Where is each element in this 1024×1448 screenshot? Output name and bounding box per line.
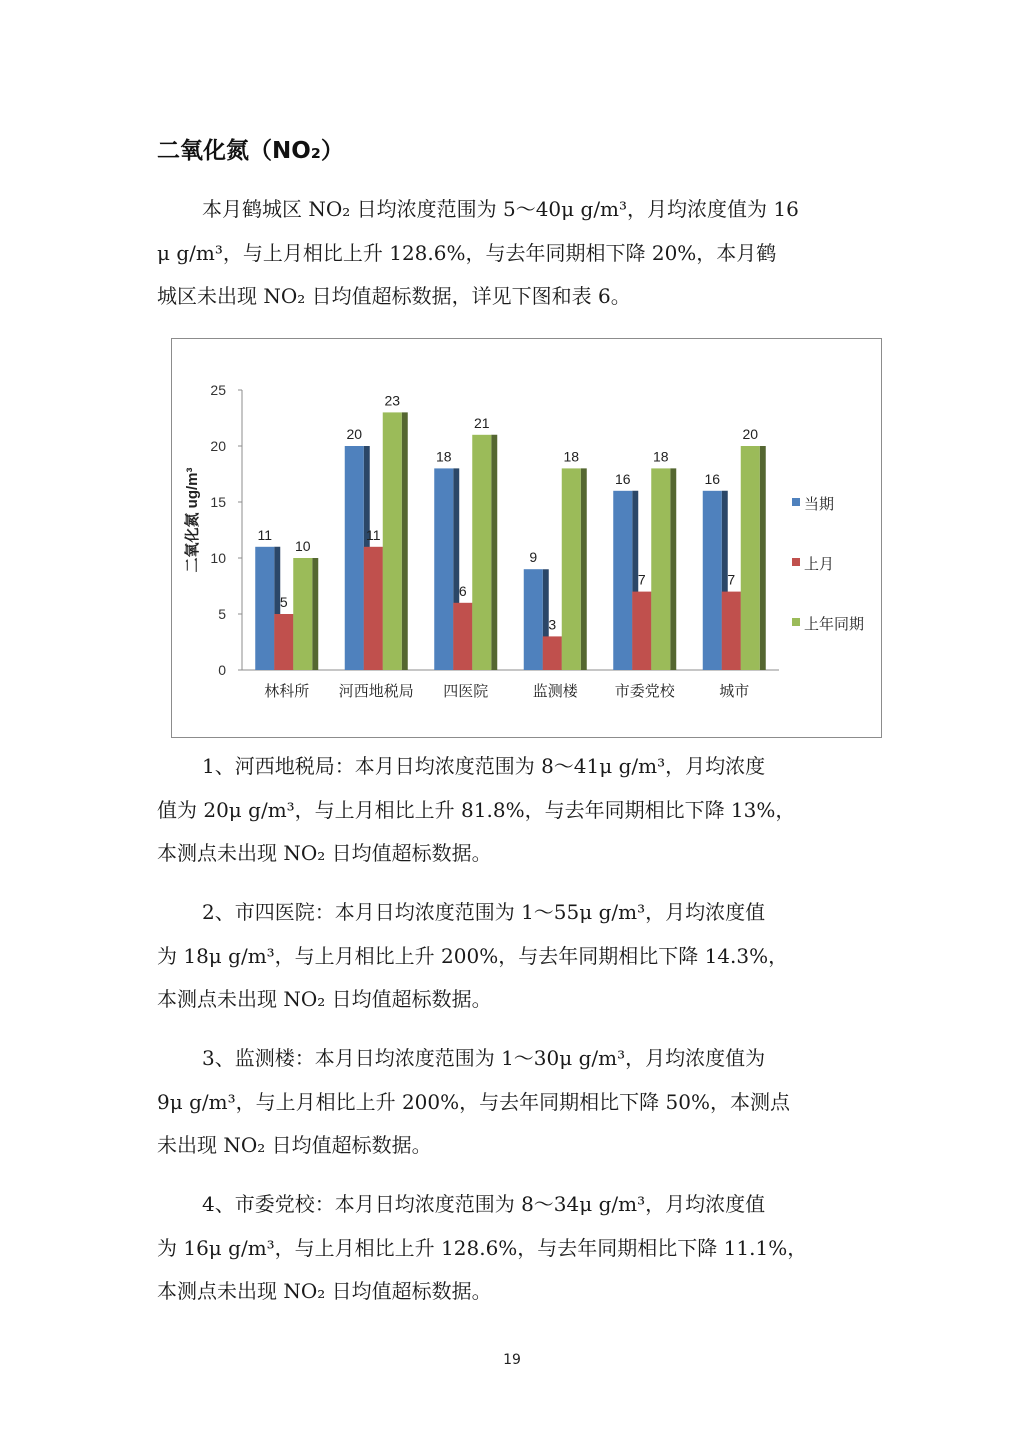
data-label: 10 <box>294 538 311 554</box>
bar-side-上年同期 <box>491 435 497 670</box>
paragraph-line: 9μ g/m³，与上月相比上升 200%，与去年同期相比下降 50%，本测点 <box>157 1089 790 1114</box>
legend-swatch <box>792 498 800 506</box>
section-heading: 二氧化氮（NO₂） <box>157 138 344 164</box>
paragraph-line: 为 16μ g/m³，与上月相比上升 128.6%，与去年同期相比下降 11.1%， <box>157 1235 808 1260</box>
bar-当期 <box>434 468 453 670</box>
bar-上月 <box>543 636 562 670</box>
intro-paragraph <box>157 188 872 319</box>
data-label: 16 <box>614 470 631 487</box>
data-label: 7 <box>727 571 736 588</box>
bar-上年同期 <box>741 446 760 670</box>
data-label: 18 <box>563 448 580 465</box>
y-tick-label: 10 <box>210 550 226 566</box>
paragraph-shiwei <box>157 1183 872 1314</box>
paragraph-line: 城区未出现 NO₂ 日均值超标数据，详见下图和表 6。 <box>157 284 631 308</box>
bar-当期 <box>524 569 543 670</box>
data-label: 6 <box>458 582 467 599</box>
paragraph-line: 本测点未出现 NO₂ 日均值超标数据。 <box>157 1279 492 1303</box>
bar-side-上年同期 <box>670 468 676 670</box>
bar-当期 <box>255 547 274 670</box>
bar-上月 <box>274 614 293 670</box>
paragraph-line: 2、市四医院：本月日均浓度范围为 1～55μ g/m³，月均浓度值 <box>202 900 766 924</box>
data-label: 16 <box>704 470 721 487</box>
page-number: 19 <box>503 1352 521 1368</box>
x-tick-label: 林科所 <box>264 683 310 700</box>
data-label: 5 <box>279 594 288 610</box>
bar-上年同期 <box>651 468 670 670</box>
legend-swatch <box>792 618 800 626</box>
data-label: 9 <box>529 549 538 566</box>
data-label: 18 <box>435 448 452 465</box>
paragraph-hexi <box>157 745 872 876</box>
y-tick-label: 25 <box>210 382 226 398</box>
y-tick-label: 5 <box>218 606 226 622</box>
paragraph-line: 本测点未出现 NO₂ 日均值超标数据。 <box>157 987 492 1011</box>
x-tick-label: 市委党校 <box>614 683 675 700</box>
paragraph-line: 本月鹤城区 NO₂ 日均浓度范围为 5～40μ g/m³，月均浓度值为 16 <box>202 197 799 221</box>
y-tick-label: 15 <box>210 494 226 510</box>
bar-上月 <box>453 603 472 670</box>
bar-上年同期 <box>562 468 581 670</box>
x-tick-label: 四医院 <box>443 683 489 700</box>
data-label: 21 <box>473 414 490 431</box>
y-tick-label: 20 <box>210 438 226 454</box>
bar-当期 <box>345 446 364 670</box>
paragraph-line: 1、河西地税局：本月日均浓度范围为 8～41μ g/m³，月均浓度 <box>202 754 766 778</box>
paragraph-line: 本测点未出现 NO₂ 日均值超标数据。 <box>157 841 492 865</box>
x-tick-label: 监测楼 <box>532 683 578 700</box>
paragraph-line: 未出现 NO₂ 日均值超标数据。 <box>157 1133 432 1157</box>
bar-当期 <box>703 491 722 670</box>
data-label: 20 <box>742 426 759 442</box>
paragraph-line: 3、监测楼：本月日均浓度范围为 1～30μ g/m³，月均浓度值为 <box>202 1046 766 1070</box>
data-label: 3 <box>548 616 557 633</box>
legend-label: 上月 <box>804 556 835 573</box>
bar-上年同期 <box>472 435 491 670</box>
chart-canvas <box>172 339 881 737</box>
no2-bar-chart <box>171 338 882 738</box>
paragraph-line: 4、市委党校：本月日均浓度范围为 8～34μ g/m³，月均浓度值 <box>202 1192 766 1216</box>
bar-上年同期 <box>383 412 402 670</box>
y-tick-label: 0 <box>218 662 226 678</box>
legend-label: 当期 <box>804 496 835 513</box>
bar-上月 <box>632 592 651 670</box>
data-label: 18 <box>652 448 669 465</box>
data-label: 7 <box>637 571 646 588</box>
bar-side-上年同期 <box>312 558 318 670</box>
x-tick-label: 河西地税局 <box>338 683 414 700</box>
paragraph-jiancelou <box>157 1037 872 1168</box>
x-tick-label: 城市 <box>719 683 750 700</box>
bar-上年同期 <box>293 558 312 670</box>
bar-side-上年同期 <box>581 468 587 670</box>
data-label: 20 <box>346 426 363 442</box>
paragraph-siyiyuan <box>157 891 872 1022</box>
paragraph-line: μ g/m³，与上月相比上升 128.6%，与去年同期相下降 20%，本月鹤 <box>157 240 777 265</box>
data-label: 23 <box>384 392 401 409</box>
data-label: 11 <box>365 526 381 543</box>
bar-side-上年同期 <box>760 446 766 670</box>
bar-当期 <box>613 491 632 670</box>
bar-side-上年同期 <box>402 412 408 670</box>
paragraph-line: 为 18μ g/m³，与上月相比上升 200%，与去年同期相比下降 14.3%， <box>157 943 789 968</box>
legend-swatch <box>792 558 800 566</box>
legend-label: 上年同期 <box>804 616 865 633</box>
bar-上月 <box>722 592 741 670</box>
bar-上月 <box>364 547 383 670</box>
paragraph-line: 值为 20μ g/m³，与上月相比上升 81.8%，与去年同期相比下降 13%， <box>157 797 796 822</box>
data-label: 11 <box>257 526 273 543</box>
y-axis-label: 二氧化氮 ug/m³ <box>184 467 201 573</box>
